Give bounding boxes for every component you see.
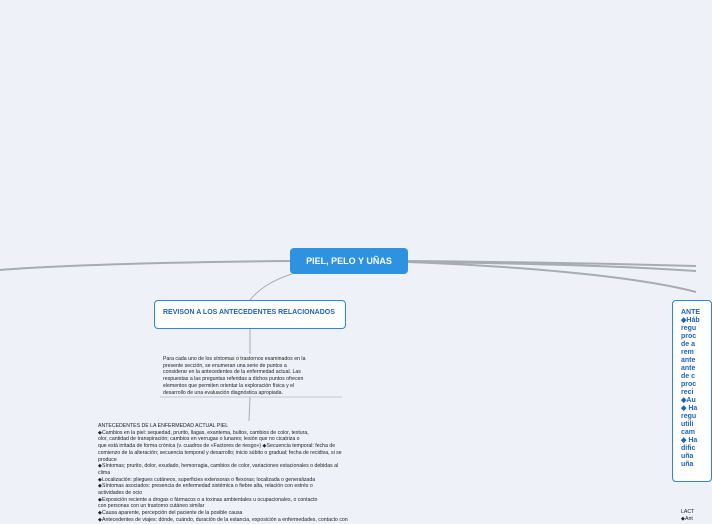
connector-intro-to-history [249,397,250,421]
right-topic-body: ◆Háb regu proc de a rem ante ante de c proc reci ◆Au ◆ Ha regu utili cam ◆ Ha dific uña uña [681,317,700,468]
right-topic-title: ANTE [681,309,701,316]
central-topic[interactable]: PIEL, PELO Y UÑAS [290,248,408,274]
intro-text: Para cada uno de los síntomas o trastornos examinados en la presente sección, se enumeran una serie de puntos a considerar en la antecedentes de la enfermedad actual. Las respuestas a las preguntas referidas a dichos puntos ofrecen elementos que permiten orientar la exploración física y el desarrollo de una evaluación diagnóstica apropiada. [163,356,306,396]
topic-antecedentes-right[interactable] [672,300,712,482]
lactancia-text: LACT ◆Ant [681,509,695,522]
topic-revision-antecedentes[interactable]: REVISON A LOS ANTECEDENTES RELACIONADOS [154,300,346,329]
connector-central-to-far-left [0,261,290,270]
history-text: ANTECEDENTES DE LA ENFERMEDAD ACTUAL PIEL ◆Cambios en la piel: sequedad, prurito, llagas, exantema, bultos, cambios de color, textura, olor, cantidad de transpiración; cambios en verrugas o lunares; lesión que no cicatriza o que está irritada de forma crónica (v. cuadros de «Factores de riesgo») ◆Secuencia temporal: fecha de comienzo de la alteración; secuencia temporal y desarrollo; inicio súbito o gradual; fecha de recidiva, si se produce ◆Síntomas; prurito, dolor, exudado, hemorragia, cambios de color, variaciones estacionales o debidas al clima ◆Localización: pliegues cutáneos, superficies extensoras o flexoras; localizada o generalizada ◆Síntomas asociados: presencia de enfermedad sistémica o fiebre alta, relación con estrés o actividades de ocio ◆Exposición reciente a drogas o fármacos o a toxinas ambientales u ocupacionales, o contacto con personas con un trastorno cutáneo similar ◆Causa aparente, percepción del paciente de la posible causa ◆Antecedentes de viajes: dónde, cuándo, duración de la estancia, exposición a enfermedades, contacto con [98,423,348,523]
connector-central-to-right-topic [408,262,696,292]
connector-central-to-left-topic [250,274,292,300]
